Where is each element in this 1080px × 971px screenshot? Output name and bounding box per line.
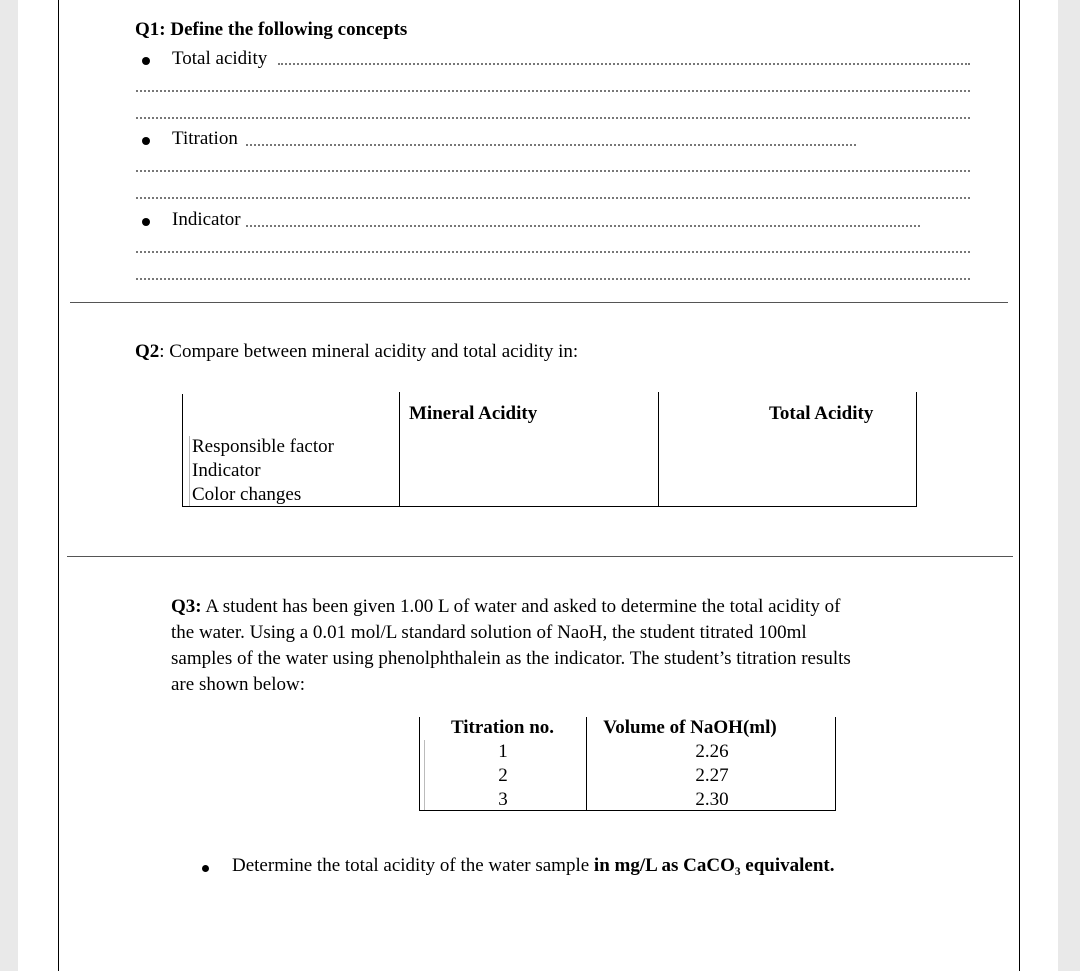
q3-task <box>232 855 835 877</box>
q1-term-total-acidity: Total acidity <box>172 48 268 69</box>
section-divider <box>67 556 1013 557</box>
table-header-total-acidity: Total Acidity <box>769 403 874 424</box>
table-row-label: Indicator <box>192 460 261 481</box>
q1-term-indicator: Indicator <box>172 209 241 230</box>
answer-line <box>136 170 970 172</box>
q3-task-text: Determine the total acidity of the water sample <box>232 855 594 876</box>
table-cell-titration-no: 2 <box>498 765 508 786</box>
q2-text: : Compare between mineral acidity and total acidity in: <box>159 341 579 362</box>
answer-line <box>136 90 970 92</box>
q1-term-titration: Titration <box>172 128 238 149</box>
q3-line: samples of the water using phenolphthalein as the indicator. The student’s titration results <box>171 648 851 669</box>
table-row-label: Responsible factor <box>192 436 334 457</box>
bullet-icon <box>202 865 209 872</box>
q2-prompt <box>135 341 578 363</box>
bullet-icon <box>142 137 150 145</box>
q2-label: Q2 <box>135 341 160 362</box>
answer-line <box>136 251 970 253</box>
table-cell-volume: 2.27 <box>695 765 729 786</box>
table-row-label: Color changes <box>192 484 302 505</box>
answer-line <box>246 144 856 146</box>
table-cell-volume: 2.26 <box>695 741 729 762</box>
answer-line <box>136 117 970 119</box>
answer-line <box>136 278 970 280</box>
q3-task-bold: in mg/L as CaCO₃ equivalent. <box>593 855 835 876</box>
q1-title: Q1: Define the following concepts <box>135 19 408 40</box>
q3-line: A student has been given 1.00 L of water and asked to determine the total acidity of <box>205 596 841 617</box>
section-divider <box>70 302 1008 303</box>
answer-line <box>246 225 920 227</box>
table-header-mineral-acidity: Mineral Acidity <box>409 403 538 424</box>
table-header-titration-no: Titration no. <box>450 717 555 738</box>
table-cell-titration-no: 1 <box>498 741 508 762</box>
table-cell-volume: 2.30 <box>695 789 729 810</box>
table-header-volume: Volume of NaOH(ml) <box>603 717 777 738</box>
q3-line: the water. Using a 0.01 mol/L standard solution of NaoH, the student titrated 100ml <box>171 622 807 643</box>
answer-line <box>136 197 970 199</box>
table-cell-titration-no: 3 <box>498 789 508 810</box>
answer-line <box>278 63 970 65</box>
q3-paragraph <box>171 594 931 698</box>
bullet-icon <box>142 218 150 226</box>
q3-line: are shown below: <box>171 674 306 695</box>
bullet-icon <box>142 57 150 65</box>
q3-label: Q3: <box>171 596 202 617</box>
